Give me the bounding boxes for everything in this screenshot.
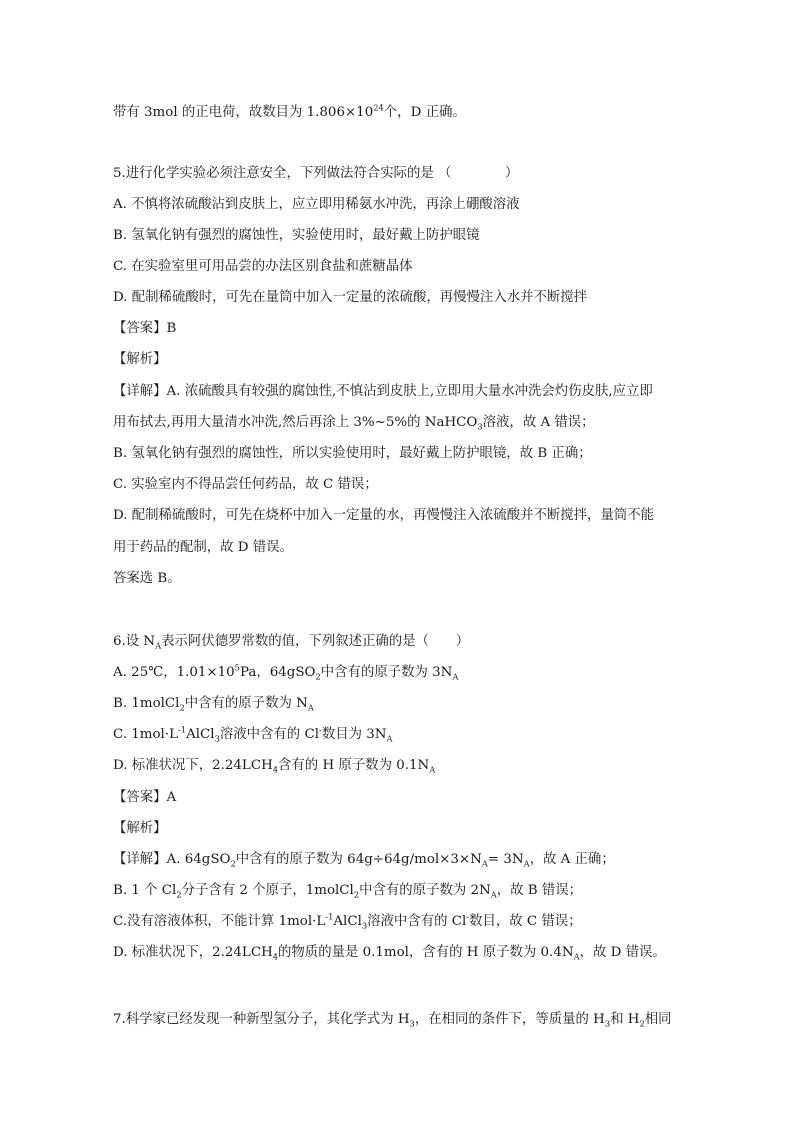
option-d: D. 标准状况下，$2.24LCH_4$含有的 H 原子数为 $0.1N_A$: [113, 758, 436, 775]
detail-line: B. 1 个 $Cl_2$分子含有 2 个原子，1molCl$_2$中含有的原子数为 $2N_A$，故 B 错误；: [113, 883, 583, 900]
option-b: B. 氢氧化钠有强烈的腐蚀性，实验使用时，最好戴上防护眼镜: [113, 228, 480, 243]
answer-label: 【答案】B: [113, 321, 177, 336]
answer-label: 【答案】A: [113, 790, 177, 805]
option-c: C. $1mol\cdot L^{-1}AlCl_3$溶液中含有的 Cl-数目为 $3N_A$: [113, 724, 393, 744]
detail-line: C.没有溶液体积，不能计算 $1mol\cdot L^{-1}AlCl_3$溶液中含有的 Cl-数目，故 C 错误；: [113, 911, 582, 931]
question-7: 7.科学家已经发现一种新型氢分子，其化学式为 $H_3$，在相同的条件下，等质量的 $H_3$和 $H_2$相同: [113, 1012, 672, 1029]
option-c: C. 在实验室里可用品尝的办法区别食盐和蔗糖晶体: [113, 259, 413, 274]
option-a: A. 25℃，$1.01\times 10^5Pa$，64gSO$_2$中含有的原子数为 $3N_A$: [113, 662, 459, 682]
detail-line: D. 标准状况下，$2.24LCH_4$的物质的量是 0.1mol，含有的 H 原子数为 $0.4N_A$，故 D 错误。: [113, 945, 666, 962]
analysis-label: 【解析】: [113, 821, 167, 836]
detail-line: D. 配制稀硫酸时，可先在烧杯中加入一定量的水，再慢慢注入浓硫酸并不断搅拌，量筒不能: [113, 508, 655, 523]
option-b: B. 1molCl$_2$中含有的原子数为 $N_A$: [113, 696, 314, 713]
analysis-label: 【解析】: [113, 352, 167, 367]
question-6: 6.设 $N_A$表示阿伏德罗常数的值，下列叙述正确的是（ ）: [113, 634, 470, 651]
option-a: A. 不慎将浓硫酸沾到皮肤上，应立即用稀氨水冲洗，再涂上硼酸溶液: [113, 197, 520, 212]
detail-line: 【详解】A. 64gSO$_2$中含有的原子数为 $64g\div 64g/mol\times 3\times N_A= 3N_A$，故 A 正确；: [113, 852, 615, 869]
text-line: 带有 3mol 的正电荷，故数目为 $1.806\times 10^{24}$个，D 正确。: [113, 102, 466, 120]
detail-line: B. 氢氧化钠有强烈的腐蚀性，所以实验使用时，最好戴上防护眼镜，故 B 正确；: [113, 446, 592, 461]
option-d: D. 配制稀硫酸时，可先在量筒中加入一定量的浓硫酸，再慢慢注入水并不断搅拌: [113, 290, 588, 305]
detail-line: 【详解】A. 浓硫酸具有较强的腐蚀性,不慎沾到皮肤上,立即用大量水冲洗会灼伤皮肤,应立即: [113, 384, 653, 399]
detail-line: 用于药品的配制，故 D 错误。: [113, 540, 293, 555]
final-answer: 答案选 B。: [113, 571, 181, 586]
question-5: 5.进行化学实验必须注意安全，下列做法符合实际的是 （ ）: [113, 166, 519, 181]
detail-line: C. 实验室内不得品尝任何药品，故 C 错误；: [113, 477, 378, 492]
detail-line: 用布拭去,再用大量清水冲洗,然后再涂上 3%~5%的 NaHCO$_3$溶液，故 A 错误；: [113, 415, 595, 432]
